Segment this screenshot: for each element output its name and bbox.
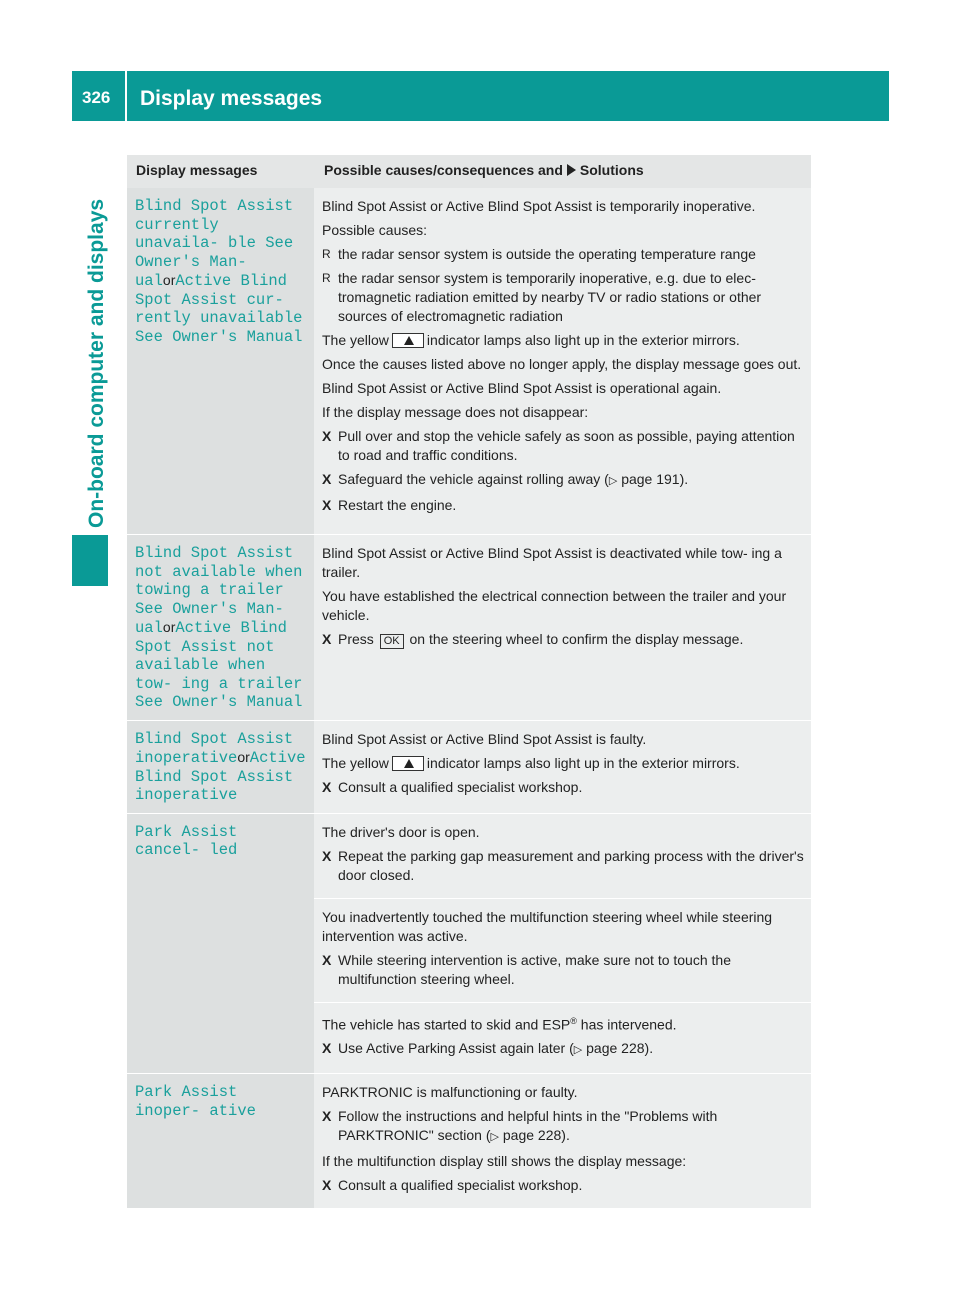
message-cell bbox=[127, 535, 314, 720]
action-text: While steering intervention is active, make sure not to touch the multifunction steering wheel. bbox=[338, 951, 731, 987]
action-icon: X bbox=[322, 951, 332, 968]
solution-block bbox=[314, 535, 811, 662]
action-text: Safeguard the vehicle against rolling away ( bbox=[338, 471, 609, 487]
action-step bbox=[322, 470, 805, 491]
paragraph: Blind Spot Assist or Active Blind Spot Assist is faulty. bbox=[322, 730, 647, 747]
paragraph bbox=[322, 754, 805, 773]
action-icon: X bbox=[322, 471, 332, 487]
action-icon: X bbox=[322, 428, 332, 444]
table-row bbox=[127, 1074, 811, 1209]
header-causes bbox=[314, 155, 811, 188]
action-icon: X bbox=[322, 1177, 332, 1194]
solution-cell bbox=[314, 814, 811, 1074]
text: The yellow bbox=[322, 754, 389, 771]
solution-block bbox=[314, 814, 811, 899]
action-text: Repeat the parking gap measurement and parking process with the driver's door closed. bbox=[338, 847, 804, 883]
paragraph bbox=[322, 331, 805, 350]
play-arrow-icon bbox=[567, 164, 576, 176]
action-step bbox=[322, 630, 805, 649]
action-step bbox=[322, 951, 805, 989]
page-reference[interactable]: page 228). bbox=[586, 1040, 654, 1057]
text: The yellow bbox=[322, 332, 389, 348]
blind-spot-warning-icon bbox=[392, 756, 424, 771]
bullet-icon: R bbox=[322, 271, 331, 285]
header-causes-label: Possible causes/consequences and bbox=[324, 162, 563, 178]
paragraph: The driver's door is open. bbox=[322, 823, 480, 840]
blind-spot-warning-icon bbox=[392, 333, 424, 348]
page-ref-icon: ▷ bbox=[490, 1131, 499, 1144]
text: indicator lamps also light up in the exterior mirrors. bbox=[426, 754, 740, 771]
action-text: Pull over and stop the vehicle safely as soon as possible, paying attention to road and traffic conditions. bbox=[338, 428, 795, 463]
action-text: Consult a qualified specialist workshop. bbox=[338, 778, 583, 795]
paragraph: Once the causes listed above no longer apply, the display message goes out. bbox=[322, 356, 802, 372]
page-ref-icon: ▷ bbox=[608, 475, 618, 487]
action-icon: X bbox=[322, 1108, 332, 1125]
message-cell bbox=[127, 188, 314, 534]
solution-block bbox=[314, 899, 811, 1003]
message-cell bbox=[127, 721, 314, 813]
message-cell bbox=[127, 814, 314, 1074]
chapter-side-label: On-board computer and displays bbox=[85, 198, 108, 528]
header-display-messages: Display messages bbox=[136, 162, 258, 178]
paragraph bbox=[322, 1012, 805, 1035]
header-divider bbox=[125, 71, 127, 121]
paragraph: You inadvertently touched the multifunction steering wheel while steering intervention was active. bbox=[322, 908, 773, 944]
page-reference[interactable]: page 228). bbox=[502, 1127, 570, 1144]
action-icon: X bbox=[322, 631, 332, 647]
ok-key-icon: OK bbox=[380, 634, 404, 649]
bullet-text: the radar sensor system is temporarily inoperative, e.g. due to elec‐ tromagnetic radiation emitted by nearby TV or radio stations or other sources of electromagnetic radiation bbox=[338, 270, 762, 324]
action-text: Use Active Parking Assist again later ( bbox=[338, 1040, 574, 1057]
action-step bbox=[322, 427, 805, 465]
solution-cell bbox=[314, 188, 811, 534]
action-icon: X bbox=[322, 497, 332, 513]
display-message-text bbox=[135, 197, 308, 346]
action-icon: X bbox=[322, 1040, 332, 1057]
paragraph: If the display message does not disappear: bbox=[322, 404, 589, 420]
action-step bbox=[322, 1176, 805, 1195]
page-ref-icon: ▷ bbox=[573, 1044, 583, 1057]
display-message-text: Park Assist cancel‐ led bbox=[135, 822, 238, 859]
solution-cell bbox=[314, 1074, 811, 1208]
paragraph: Possible causes: bbox=[322, 222, 428, 238]
message-part-1: Blind Spot Assist inoperative bbox=[135, 729, 294, 767]
chapter-marker bbox=[72, 535, 108, 586]
solution-cell bbox=[314, 535, 811, 720]
solution-block bbox=[314, 188, 811, 528]
page-reference[interactable]: page 191). bbox=[621, 471, 689, 487]
action-step bbox=[322, 496, 805, 515]
text: indicator lamps also light up in the exterior mirrors. bbox=[426, 332, 740, 348]
display-message-text: Park Assist inoper‐ ative bbox=[135, 1083, 256, 1120]
bullet-item bbox=[322, 269, 805, 326]
action-step bbox=[322, 847, 805, 885]
bullet-text: the radar sensor system is outside the operating temperature range bbox=[338, 246, 756, 262]
table-header bbox=[127, 155, 811, 188]
paragraph: Blind Spot Assist or Active Blind Spot Assist is operational again. bbox=[322, 380, 722, 396]
action-step bbox=[322, 778, 805, 797]
or-separator: or bbox=[237, 749, 250, 765]
header-solutions-label: Solutions bbox=[579, 162, 644, 178]
paragraph: Blind Spot Assist or Active Blind Spot Assist is temporarily inoperative. bbox=[322, 198, 756, 214]
table-row bbox=[127, 721, 811, 814]
action-text: Consult a qualified specialist workshop. bbox=[338, 1177, 583, 1194]
action-text: Follow the instructions and helpful hints in the "Problems with PARKTRONIC" section ( bbox=[338, 1108, 718, 1144]
paragraph: PARKTRONIC is malfunctioning or faulty. bbox=[322, 1084, 578, 1101]
paragraph: You have established the electrical connection between the trailer and your vehicle. bbox=[322, 588, 787, 623]
display-message-text bbox=[135, 730, 308, 805]
paragraph: Blind Spot Assist or Active Blind Spot Assist is deactivated while tow‐ ing a trailer. bbox=[322, 545, 782, 580]
message-part-2: Active Blind Spot Assist cur‐ rently unavailable See Owner's Manual bbox=[135, 272, 303, 346]
action-icon: X bbox=[322, 847, 332, 864]
table-row bbox=[127, 188, 811, 535]
message-part-2: Active Blind Spot Assist inoperative bbox=[135, 749, 306, 804]
solution-block bbox=[314, 1074, 811, 1208]
text: The vehicle has started to skid and ESP bbox=[322, 1016, 571, 1033]
or-separator: or bbox=[162, 619, 176, 635]
solution-block bbox=[314, 1003, 811, 1074]
page-number: 326 bbox=[82, 88, 111, 107]
action-step bbox=[322, 1039, 805, 1060]
solution-block bbox=[314, 721, 811, 810]
solution-cell bbox=[314, 721, 811, 813]
display-message-text bbox=[135, 544, 308, 712]
text: has intervened. bbox=[576, 1016, 677, 1033]
action-text: Press bbox=[338, 631, 374, 647]
table-row bbox=[127, 535, 811, 721]
message-part-1: Blind Spot Assist currently unavaila‐ ble See Owner's Man‐ ual bbox=[135, 197, 294, 290]
or-separator: or bbox=[162, 272, 176, 288]
action-text: on the steering wheel to confirm the display message. bbox=[409, 631, 744, 647]
page-title: Display messages bbox=[140, 87, 323, 110]
bullet-icon: R bbox=[322, 247, 331, 261]
paragraph: If the multifunction display still shows the display message: bbox=[322, 1153, 687, 1170]
message-cell bbox=[127, 1074, 314, 1208]
display-messages-table bbox=[127, 155, 811, 1209]
action-text: Restart the engine. bbox=[338, 497, 457, 513]
action-step bbox=[322, 1107, 805, 1147]
message-part-1: Blind Spot Assist not available when towing a trailer See Owner's Man‐ ual bbox=[135, 544, 303, 637]
bullet-item bbox=[322, 245, 805, 264]
action-icon: X bbox=[322, 778, 332, 795]
message-part-2: Active Blind Spot Assist not available when tow‐ ing a trailer See Owner's Manual bbox=[135, 619, 303, 711]
registered-mark: ® bbox=[570, 1015, 577, 1026]
table-row bbox=[127, 814, 811, 1075]
